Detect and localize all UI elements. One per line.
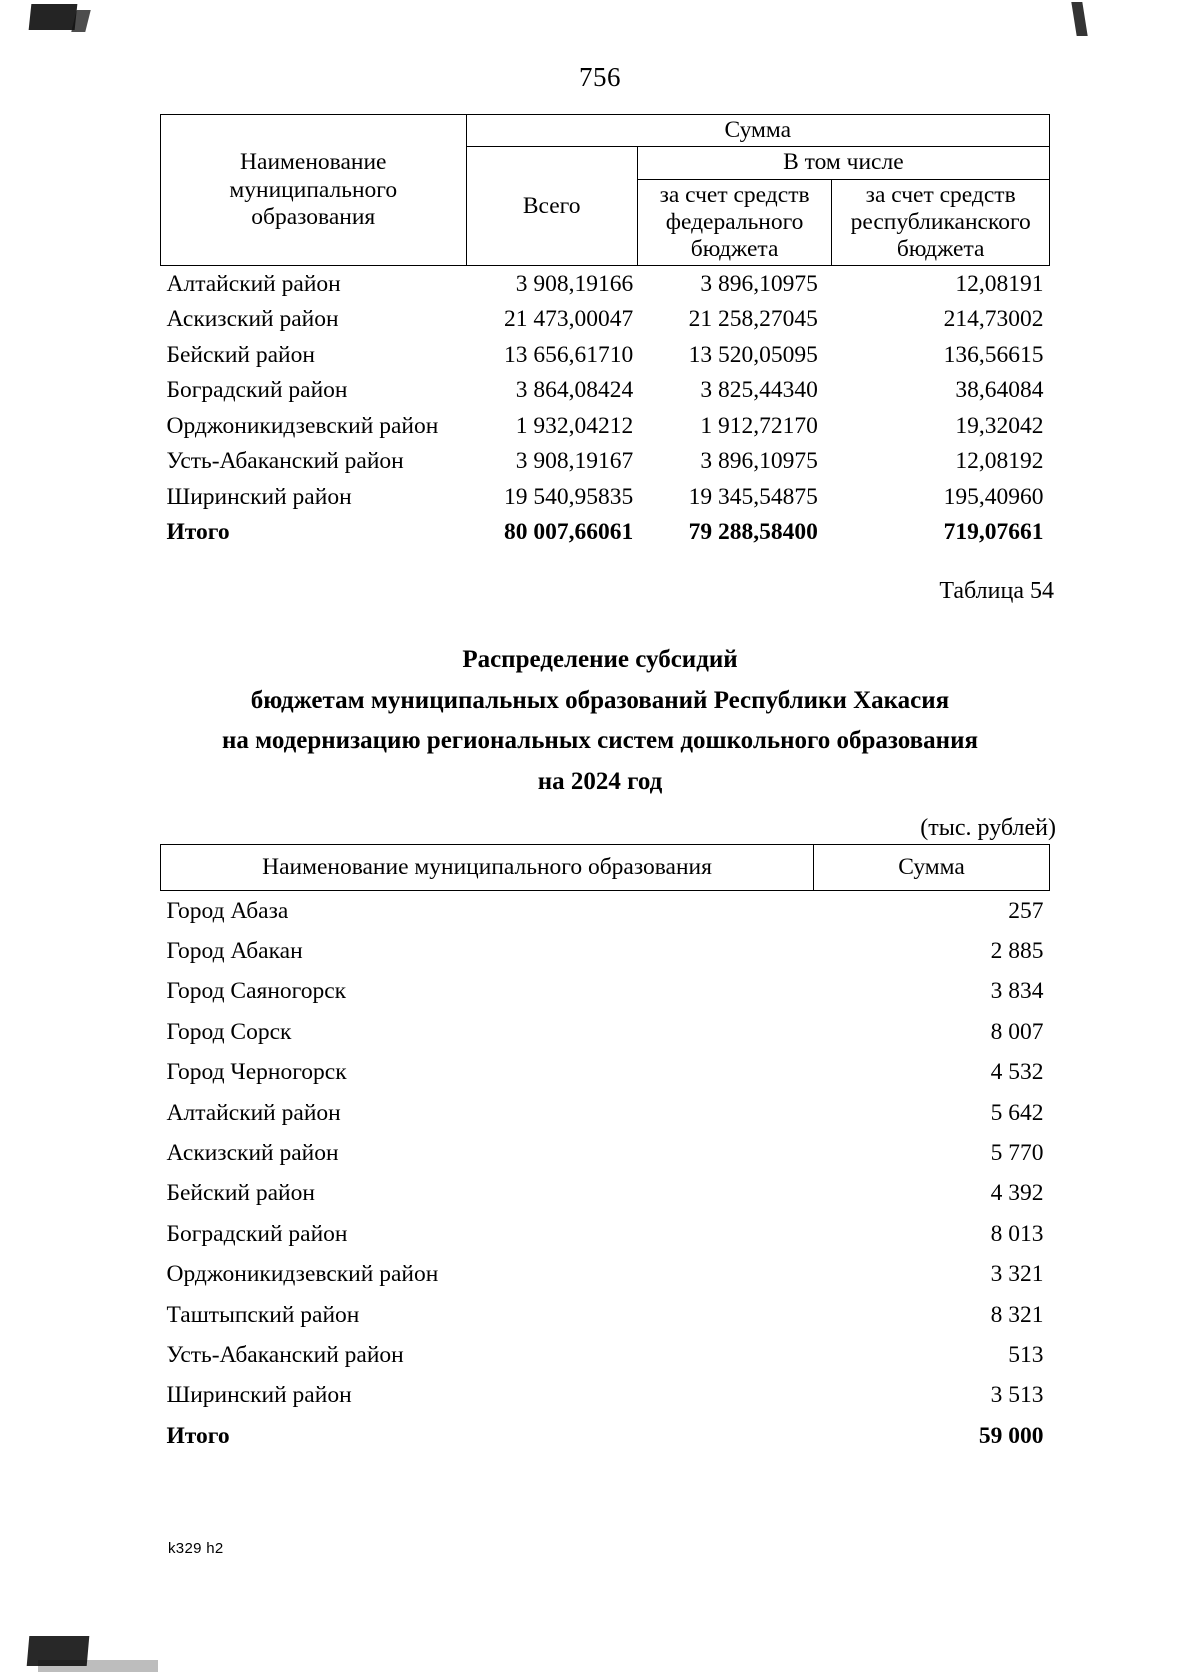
table2-cell-sum: 2 885 <box>990 938 1044 965</box>
table-row <box>161 1012 1050 1052</box>
table1-cell-federal: 13 520,05095 <box>688 341 818 368</box>
table-row <box>161 266 1050 302</box>
table-row <box>161 1335 1050 1375</box>
table2-cell-name: Город Абаза <box>166 897 289 924</box>
table2-cell-sum: 3 834 <box>990 978 1044 1005</box>
table1-header <box>161 115 1050 266</box>
table2-cell-name: Алтайский район <box>166 1099 341 1126</box>
table1-header-among-which: В том числе <box>637 147 1049 179</box>
table2-header <box>161 845 1050 891</box>
table1-cell-name: Ширинский район <box>166 483 352 510</box>
table1-header-federal: за счет средств федерального бюджета <box>637 179 832 266</box>
table1-total-federal: 79 288,58400 <box>688 519 818 545</box>
table1-body <box>161 266 1050 551</box>
table1-cell-federal: 21 258,27045 <box>688 306 818 332</box>
table2-cell-sum: 3 513 <box>990 1382 1044 1409</box>
table1-header-republican: за счет средств республиканского бюджета <box>832 179 1050 266</box>
table-row <box>161 1133 1050 1173</box>
table1-header-sum-group: Сумма <box>466 115 1049 147</box>
table1-cell-total: 13 656,61710 <box>504 341 634 368</box>
scan-artifact-top-right <box>1071 2 1087 36</box>
table-row <box>161 1376 1050 1416</box>
table2-total-label: Итого <box>166 1422 230 1449</box>
table-row <box>161 1093 1050 1133</box>
table1-cell-total: 3 908,19166 <box>515 270 634 297</box>
table2-total-sum: 59 000 <box>978 1422 1044 1449</box>
table-row <box>161 931 1050 971</box>
table1-total-label: Итого <box>166 519 230 545</box>
table2-cell-sum: 8 007 <box>990 1018 1044 1045</box>
table-row <box>161 1174 1050 1214</box>
table2-cell-name: Город Черногорск <box>166 1059 347 1086</box>
table2-cell-name: Город Сорск <box>166 1018 292 1045</box>
table2-cell-name: Ширинский район <box>166 1382 352 1409</box>
table1-cell-name: Усть-Абаканский район <box>166 448 404 474</box>
table-row <box>161 1214 1050 1254</box>
heading-line-2: бюджетам муниципальных образований Республики Хакасия <box>250 686 950 714</box>
section-heading <box>0 640 1200 802</box>
table1-cell-federal: 3 825,44340 <box>700 377 818 403</box>
table1-total-row <box>161 515 1050 551</box>
table2-cell-sum: 4 532 <box>990 1059 1044 1086</box>
heading-line-4: на 2024 год <box>537 767 663 795</box>
units-label: (тыс. рублей) <box>920 815 1056 841</box>
table-caption: Таблица 54 <box>939 578 1054 604</box>
table1-cell-republican: 12,08192 <box>955 448 1044 474</box>
heading-line-3: на модернизацию региональных систем дошкольного образования <box>222 727 978 754</box>
table2-cell-name: Боградский район <box>166 1220 348 1247</box>
table1-cell-republican: 12,08191 <box>955 270 1044 297</box>
table2-cell-sum: 5 770 <box>990 1140 1044 1167</box>
table1-cell-republican: 136,56615 <box>943 341 1044 368</box>
scan-artifact-bottom-left-smudge <box>38 1660 158 1672</box>
table1-cell-federal: 19 345,54875 <box>688 483 818 510</box>
table-row <box>161 373 1050 409</box>
table-row <box>161 444 1050 480</box>
table-row <box>161 479 1050 515</box>
table1-cell-total: 1 932,04212 <box>515 412 634 439</box>
table-row <box>161 1255 1050 1295</box>
table1-total-total: 80 007,66061 <box>504 519 634 545</box>
table2-cell-name: Бейский район <box>166 1180 315 1207</box>
table1-cell-name: Орджоникидзевский район <box>166 412 439 439</box>
table2-cell-sum: 5 642 <box>990 1099 1044 1126</box>
table2-cell-name: Аскизский район <box>166 1140 339 1167</box>
table2-cell-sum: 4 392 <box>990 1180 1044 1207</box>
preschool-modernization-subsidy-table <box>160 844 1050 1456</box>
table-row <box>161 302 1050 338</box>
table1-cell-total: 3 908,19167 <box>515 448 634 474</box>
table2-cell-name: Орджоникидзевский район <box>166 1261 439 1288</box>
table1-cell-republican: 195,40960 <box>943 483 1044 510</box>
table2-cell-name: Город Саяногорск <box>166 978 347 1005</box>
table-row <box>161 891 1050 932</box>
document-footer-code: k329 h2 <box>168 1540 224 1557</box>
table1-cell-total: 21 473,00047 <box>504 306 634 332</box>
table1-header-name: Наименование муниципального образования <box>161 115 467 266</box>
table2-body <box>161 891 1050 1457</box>
page-number: 756 <box>579 62 621 92</box>
table-row <box>161 337 1050 373</box>
table1-cell-republican: 38,64084 <box>955 377 1044 403</box>
table-row <box>161 408 1050 444</box>
table2-cell-sum: 3 321 <box>990 1261 1044 1288</box>
table2-header-sum: Сумма <box>814 845 1050 891</box>
table-row <box>161 1053 1050 1093</box>
table2-header-name: Наименование муниципального образования <box>161 845 814 891</box>
table1-cell-name: Аскизский район <box>166 306 339 332</box>
table1-cell-total: 3 864,08424 <box>515 377 634 403</box>
table2-cell-sum: 257 <box>1008 897 1044 924</box>
table2-cell-sum: 8 321 <box>990 1301 1044 1328</box>
table2-cell-name: Город Абакан <box>166 938 303 965</box>
table1-total-republican: 719,07661 <box>943 519 1044 545</box>
table1-cell-name: Алтайский район <box>166 270 341 297</box>
table-row <box>161 1295 1050 1335</box>
table2-cell-sum: 8 013 <box>990 1220 1044 1247</box>
table1-header-total: Всего <box>466 147 637 266</box>
table1-cell-name: Бейский район <box>166 341 315 368</box>
table1-cell-name: Боградский район <box>166 377 348 403</box>
table1-cell-federal: 3 896,10975 <box>700 270 818 297</box>
table2-cell-name: Усть-Абаканский район <box>166 1341 404 1368</box>
table-row <box>161 972 1050 1012</box>
subsidy-distribution-table-continued <box>160 114 1050 550</box>
scan-artifact-top-left <box>29 4 78 30</box>
table1-cell-total: 19 540,95835 <box>504 483 634 510</box>
table2-cell-sum: 513 <box>1008 1341 1044 1368</box>
table1-cell-republican: 214,73002 <box>943 306 1044 332</box>
table2-total-row <box>161 1416 1050 1456</box>
table2-cell-name: Таштыпский район <box>166 1301 360 1328</box>
table1-cell-republican: 19,32042 <box>955 412 1044 439</box>
heading-line-1: Распределение субсидий <box>462 646 738 673</box>
table1-cell-federal: 3 896,10975 <box>700 448 818 474</box>
table1-cell-federal: 1 912,72170 <box>700 412 818 439</box>
